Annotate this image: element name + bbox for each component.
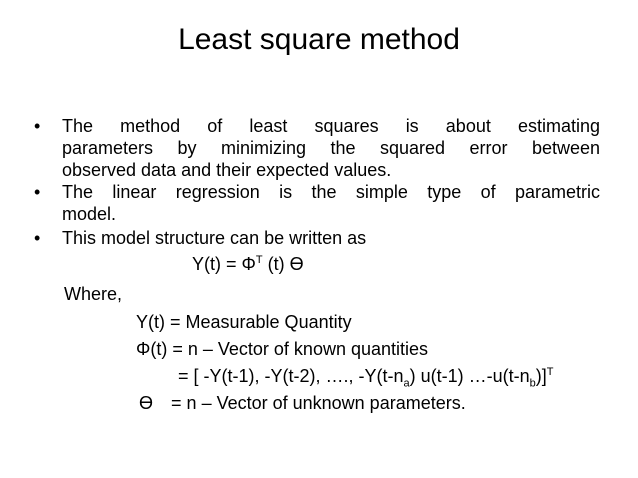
bullet-3-line-1: This model structure can be written as: [62, 228, 367, 248]
subscript-b: b: [529, 377, 536, 390]
superscript-t: T: [546, 366, 554, 378]
bullet-dot: •: [34, 228, 41, 248]
bullet-1-line-2: parameters by minimizing the squared error between: [62, 138, 600, 158]
bullet-dot: •: [34, 116, 41, 136]
equation-superscript: T: [255, 254, 263, 266]
expansion-part-2: ) u(t-1) …-u(t-n: [409, 366, 530, 386]
definition-phi-expansion: [178, 365, 554, 390]
bullet-2-line-1: The linear regression is the simple type of parametric: [62, 182, 600, 202]
theta-definition: = n – Vector of unknown parameters.: [171, 393, 466, 413]
bullet-1-line-3: observed data and their expected values.: [62, 160, 392, 180]
bullet-dot: •: [34, 182, 41, 202]
expansion-part-3: )]: [535, 366, 547, 386]
expansion-part-1: = [ -Y(t-1), -Y(t-2), …., -Y(t-n: [178, 366, 404, 386]
equation-right: (t) Ɵ: [262, 254, 304, 274]
definition-y: Y(t) = Measurable Quantity: [136, 312, 352, 332]
bullet-2-line-2: model.: [62, 204, 117, 224]
theta-symbol: Ɵ: [139, 393, 154, 413]
where-label: Where,: [64, 284, 123, 304]
definition-theta: [139, 392, 466, 414]
subscript-a: a: [403, 377, 410, 390]
equation-left: Y(t) = Φ: [192, 254, 256, 274]
definition-phi: Φ(t) = n – Vector of known quantities: [136, 339, 429, 359]
slide-title: Least square method: [178, 23, 460, 56]
bullet-1-line-1: The method of least squares is about estimating: [62, 116, 600, 136]
model-equation: [192, 253, 304, 275]
